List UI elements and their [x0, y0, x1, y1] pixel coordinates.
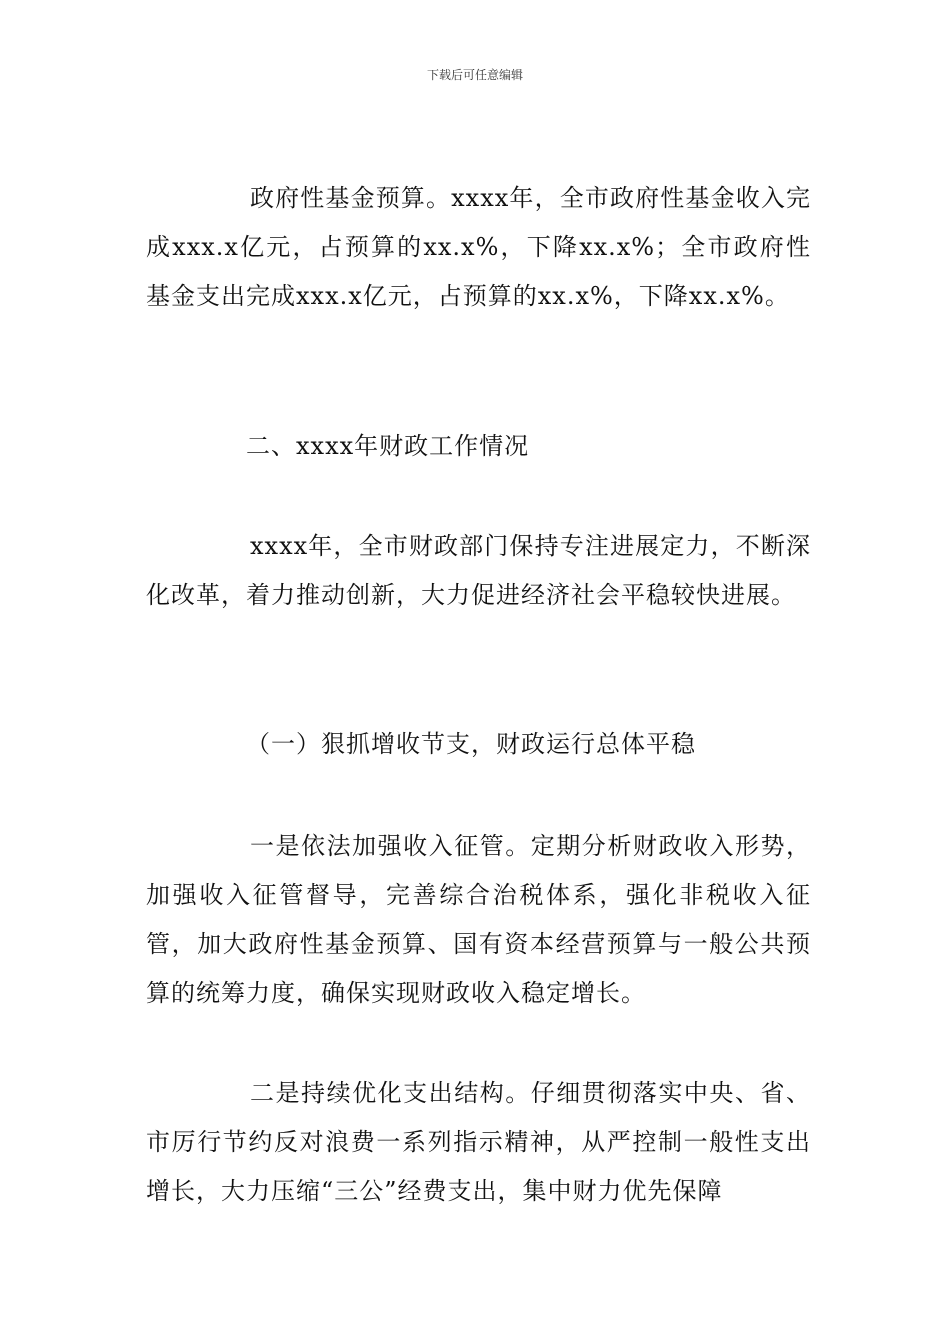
paragraph-fund-budget: 政府性基金预算。xxxx年，全市政府性基金收入完成xxx.x亿元，占预算的xx.x%，下降xx.x%；全市政府性基金支出完成xxx.x亿元，占预算的xx.x%，下降xx.x%。	[146, 184, 811, 310]
paragraph-expenditure-structure: 二是持续优化支出结构。仔细贯彻落实中央、省、市厉行节约反对浪费一系列指示精神，从严控制一般性支出增长，大力压缩“三公”经费支出，集中财力优先保障	[146, 1079, 811, 1205]
paragraph-revenue-collection: 一是依法加强收入征管。定期分析财政收入形势，加强收入征管督导，完善综合治税体系，强化非税收入征管，加大政府性基金预算、国有资本经营预算与一般公共预算的统筹力度，确保实现财政收入稳定增长。	[146, 832, 811, 1007]
section-heading-fiscal-work: 二、xxxx年财政工作情况	[246, 432, 530, 460]
page-header: 下载后可任意编辑	[426, 68, 523, 82]
paragraph-fiscal-overview: xxxx年，全市财政部门保持专注进展定力，不断深化改革，着力推动创新，大力促进经济社会平稳较快进展。	[146, 532, 811, 609]
subsection-heading-revenue-expenditure: （一）狠抓增收节支，财政运行总体平稳	[246, 730, 696, 758]
